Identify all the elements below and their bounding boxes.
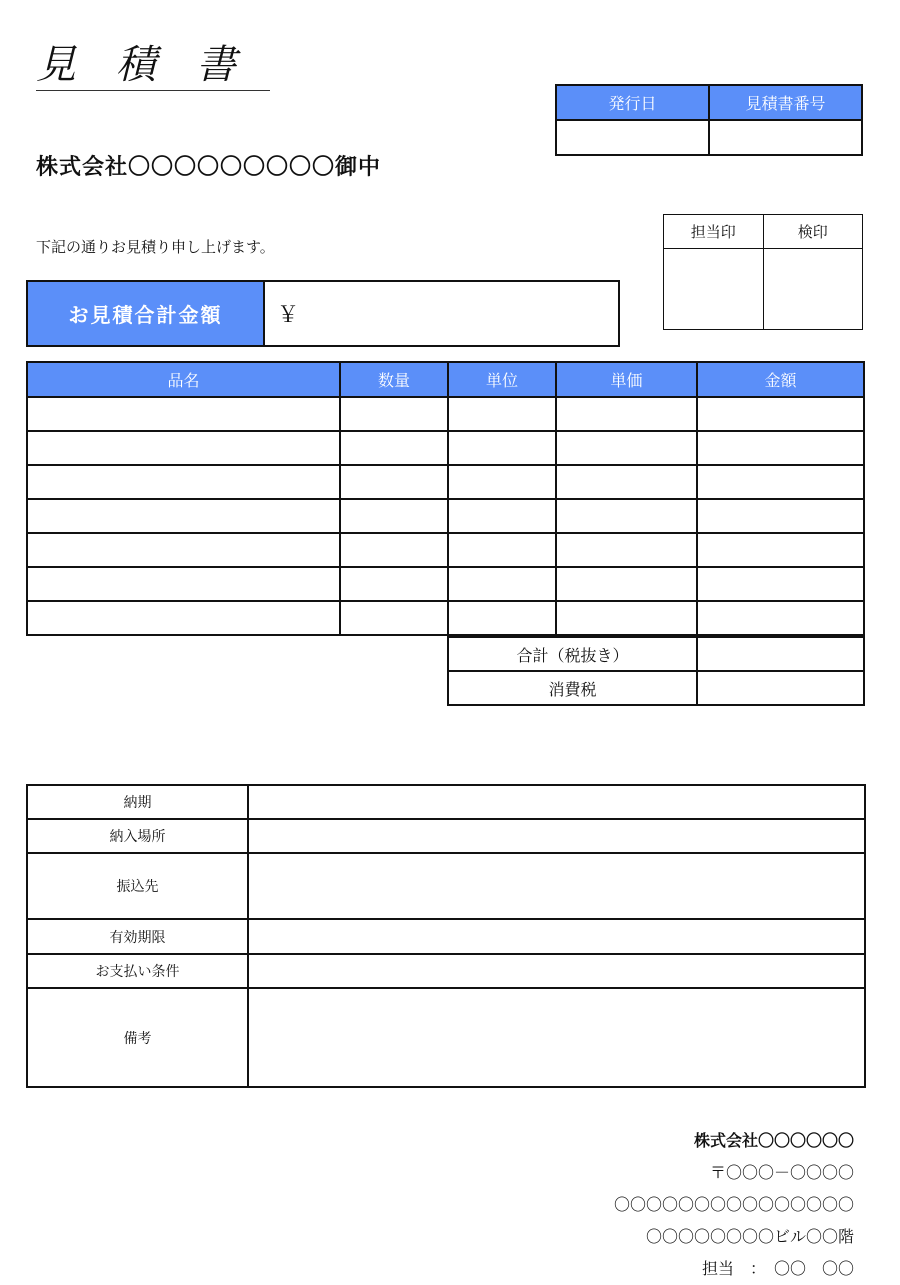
- summary-table: [447, 636, 865, 706]
- validity-row: [27, 919, 865, 954]
- table-row: [27, 397, 864, 431]
- amount-cell[interactable]: [697, 431, 864, 465]
- unit-price-cell[interactable]: [556, 601, 697, 635]
- payment-terms-label: お支払い条件: [27, 954, 248, 988]
- table-row: [27, 601, 864, 635]
- issuer-block: [614, 1125, 854, 1285]
- stamp-box-staff[interactable]: [664, 249, 764, 330]
- stamp-header-inspection: 検印: [763, 215, 863, 249]
- payment-terms-value[interactable]: [248, 954, 865, 988]
- amount-cell[interactable]: [697, 533, 864, 567]
- subtotal-value[interactable]: [697, 637, 864, 671]
- unit-cell[interactable]: [448, 431, 556, 465]
- quantity-cell[interactable]: [340, 533, 448, 567]
- validity-value[interactable]: [248, 919, 865, 954]
- bank-account-value[interactable]: [248, 853, 865, 919]
- delivery-place-row: [27, 819, 865, 853]
- remarks-label: 備考: [27, 988, 248, 1087]
- table-row: [27, 499, 864, 533]
- unit-price-cell[interactable]: [556, 431, 697, 465]
- unit-cell[interactable]: [448, 567, 556, 601]
- unit-price-cell[interactable]: [556, 499, 697, 533]
- table-row: [27, 465, 864, 499]
- document-title: 見積書: [36, 40, 270, 91]
- subtotal-label: 合計（税抜き）: [448, 637, 697, 671]
- quantity-cell[interactable]: [340, 431, 448, 465]
- unit-cell[interactable]: [448, 601, 556, 635]
- unit-price-cell[interactable]: [556, 533, 697, 567]
- item-name-cell[interactable]: [27, 499, 340, 533]
- amount-cell[interactable]: [697, 465, 864, 499]
- quantity-cell[interactable]: [340, 601, 448, 635]
- issue-date-cell[interactable]: [556, 120, 709, 155]
- table-row: [27, 431, 864, 465]
- delivery-date-value[interactable]: [248, 785, 865, 819]
- amount-cell[interactable]: [697, 601, 864, 635]
- delivery-place-value[interactable]: [248, 819, 865, 853]
- item-name-cell[interactable]: [27, 601, 340, 635]
- amount-cell[interactable]: [697, 397, 864, 431]
- client-name: 株式会社〇〇〇〇〇〇〇〇〇御中: [36, 155, 382, 180]
- unit-cell[interactable]: [448, 397, 556, 431]
- issuer-contact: 担当 ： 〇〇 〇〇: [701, 1259, 854, 1278]
- issue-date-header: 発行日: [556, 85, 709, 120]
- unit-cell[interactable]: [448, 533, 556, 567]
- terms-table: [26, 784, 866, 1088]
- issuer-address-line2: 〇〇〇〇〇〇〇〇ビル〇〇階: [645, 1227, 854, 1246]
- issuer-address-line1: 〇〇〇〇〇〇〇〇〇〇〇〇〇〇〇: [613, 1195, 854, 1214]
- tax-value[interactable]: [697, 671, 864, 705]
- remarks-row: [27, 988, 865, 1087]
- amount-cell[interactable]: [697, 499, 864, 533]
- quote-number-cell[interactable]: [709, 120, 862, 155]
- subtotal-row: [448, 637, 864, 671]
- col-header-amount: 金額: [697, 362, 864, 397]
- quantity-cell[interactable]: [340, 465, 448, 499]
- total-amount-box: [26, 280, 620, 347]
- unit-price-cell[interactable]: [556, 567, 697, 601]
- issuer-company-name: 株式会社〇〇〇〇〇〇: [693, 1131, 854, 1150]
- stamp-header-staff: 担当印: [664, 215, 764, 249]
- col-header-quantity: 数量: [340, 362, 448, 397]
- quote-number-header: 見積書番号: [709, 85, 862, 120]
- remarks-value[interactable]: [248, 988, 865, 1087]
- quantity-cell[interactable]: [340, 499, 448, 533]
- delivery-date-label: 納期: [27, 785, 248, 819]
- tax-row: [448, 671, 864, 705]
- item-name-cell[interactable]: [27, 567, 340, 601]
- amount-cell[interactable]: [697, 567, 864, 601]
- issue-info-table: [555, 84, 863, 156]
- item-name-cell[interactable]: [27, 431, 340, 465]
- total-amount-label: お見積合計金額: [28, 282, 265, 345]
- unit-cell[interactable]: [448, 465, 556, 499]
- table-row: [27, 567, 864, 601]
- bank-account-label: 振込先: [27, 853, 248, 919]
- delivery-place-label: 納入場所: [27, 819, 248, 853]
- issuer-postal-code: 〒〇〇〇－〇〇〇〇: [709, 1163, 854, 1182]
- unit-price-cell[interactable]: [556, 397, 697, 431]
- payment-terms-row: [27, 954, 865, 988]
- item-name-cell[interactable]: [27, 397, 340, 431]
- delivery-date-row: [27, 785, 865, 819]
- unit-price-cell[interactable]: [556, 465, 697, 499]
- item-name-cell[interactable]: [27, 465, 340, 499]
- unit-cell[interactable]: [448, 499, 556, 533]
- stamp-box-inspection[interactable]: [763, 249, 863, 330]
- total-amount-value[interactable]: ￥: [277, 303, 300, 328]
- items-table: [26, 361, 865, 636]
- table-row: [27, 533, 864, 567]
- validity-label: 有効期限: [27, 919, 248, 954]
- intro-text: 下記の通りお見積り申し上げます。: [36, 238, 275, 256]
- quantity-cell[interactable]: [340, 567, 448, 601]
- col-header-unit-price: 単価: [556, 362, 697, 397]
- bank-account-row: [27, 853, 865, 919]
- col-header-unit: 単位: [448, 362, 556, 397]
- col-header-item-name: 品名: [27, 362, 340, 397]
- item-name-cell[interactable]: [27, 533, 340, 567]
- quantity-cell[interactable]: [340, 397, 448, 431]
- stamp-table: [663, 214, 863, 330]
- tax-label: 消費税: [448, 671, 697, 705]
